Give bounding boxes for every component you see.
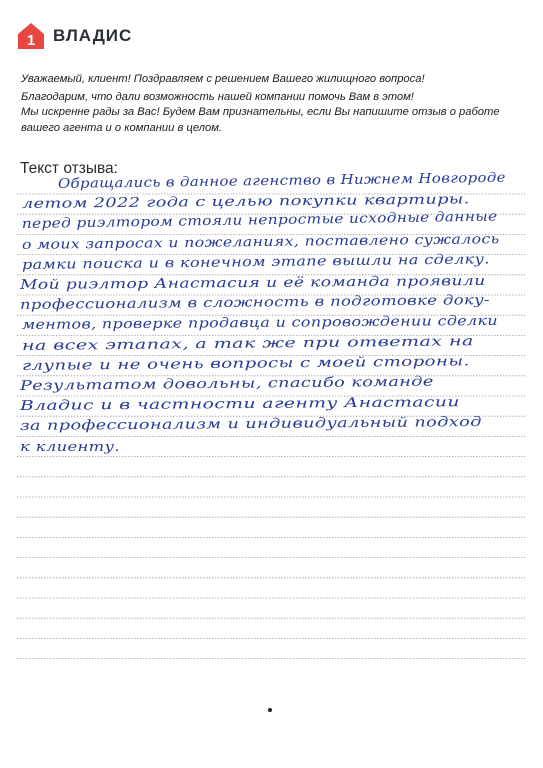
review-line: о моих запросах и пожеланиях, поставлено сужалось <box>21 231 500 253</box>
review-line: Результатом довольны, спасибо команде <box>19 374 434 394</box>
ink-dot <box>268 708 272 712</box>
review-line: за профессионализм и индивидуальный подход <box>19 415 482 435</box>
review-line: ментов, проверке продавца и сопровождении сделки <box>21 314 499 334</box>
brand-name: ВЛАДИС <box>53 26 133 45</box>
review-line: на всех этапах, а так же при ответах на <box>21 333 474 354</box>
review-line: перед риэлтором стояли непростые исходные данные <box>21 209 498 233</box>
ruled-lines <box>17 0 525 768</box>
logo-digit: 1 <box>26 32 36 49</box>
review-line: профессионализм в сложность в подготовке доку- <box>19 293 490 314</box>
review-line: к клиенту. <box>20 439 120 455</box>
intro-thanks: Благодарим, что дали возможность нашей компании помочь Вам в этом! <box>21 91 414 104</box>
intro-request: Мы искренне рады за Вас! Будем Вам признательны, если Вы напишите отзыв о работе вашего агента и о компании в целом. <box>21 106 500 134</box>
review-line: глупые и не очень вопросы с моей стороны. <box>21 354 470 374</box>
intro-greeting: Уважаемый, клиент! Поздравляем с решением Вашего жилищного вопроса! <box>21 73 425 85</box>
review-line: летом 2022 года с целью покупки квартиры. <box>21 192 470 213</box>
review-line: Владис и в частности агенту Анастасии <box>19 395 460 415</box>
review-line: Мой риэлтор Анастасия и её команда проявили <box>19 273 486 293</box>
review-title: Текст отзыва: <box>20 160 118 177</box>
review-line: рамки поиска и в конечном этапе вышли на сделку. <box>21 252 490 273</box>
review-line: Обращались в данное агенство в Нижнем Новгороде <box>57 170 506 192</box>
